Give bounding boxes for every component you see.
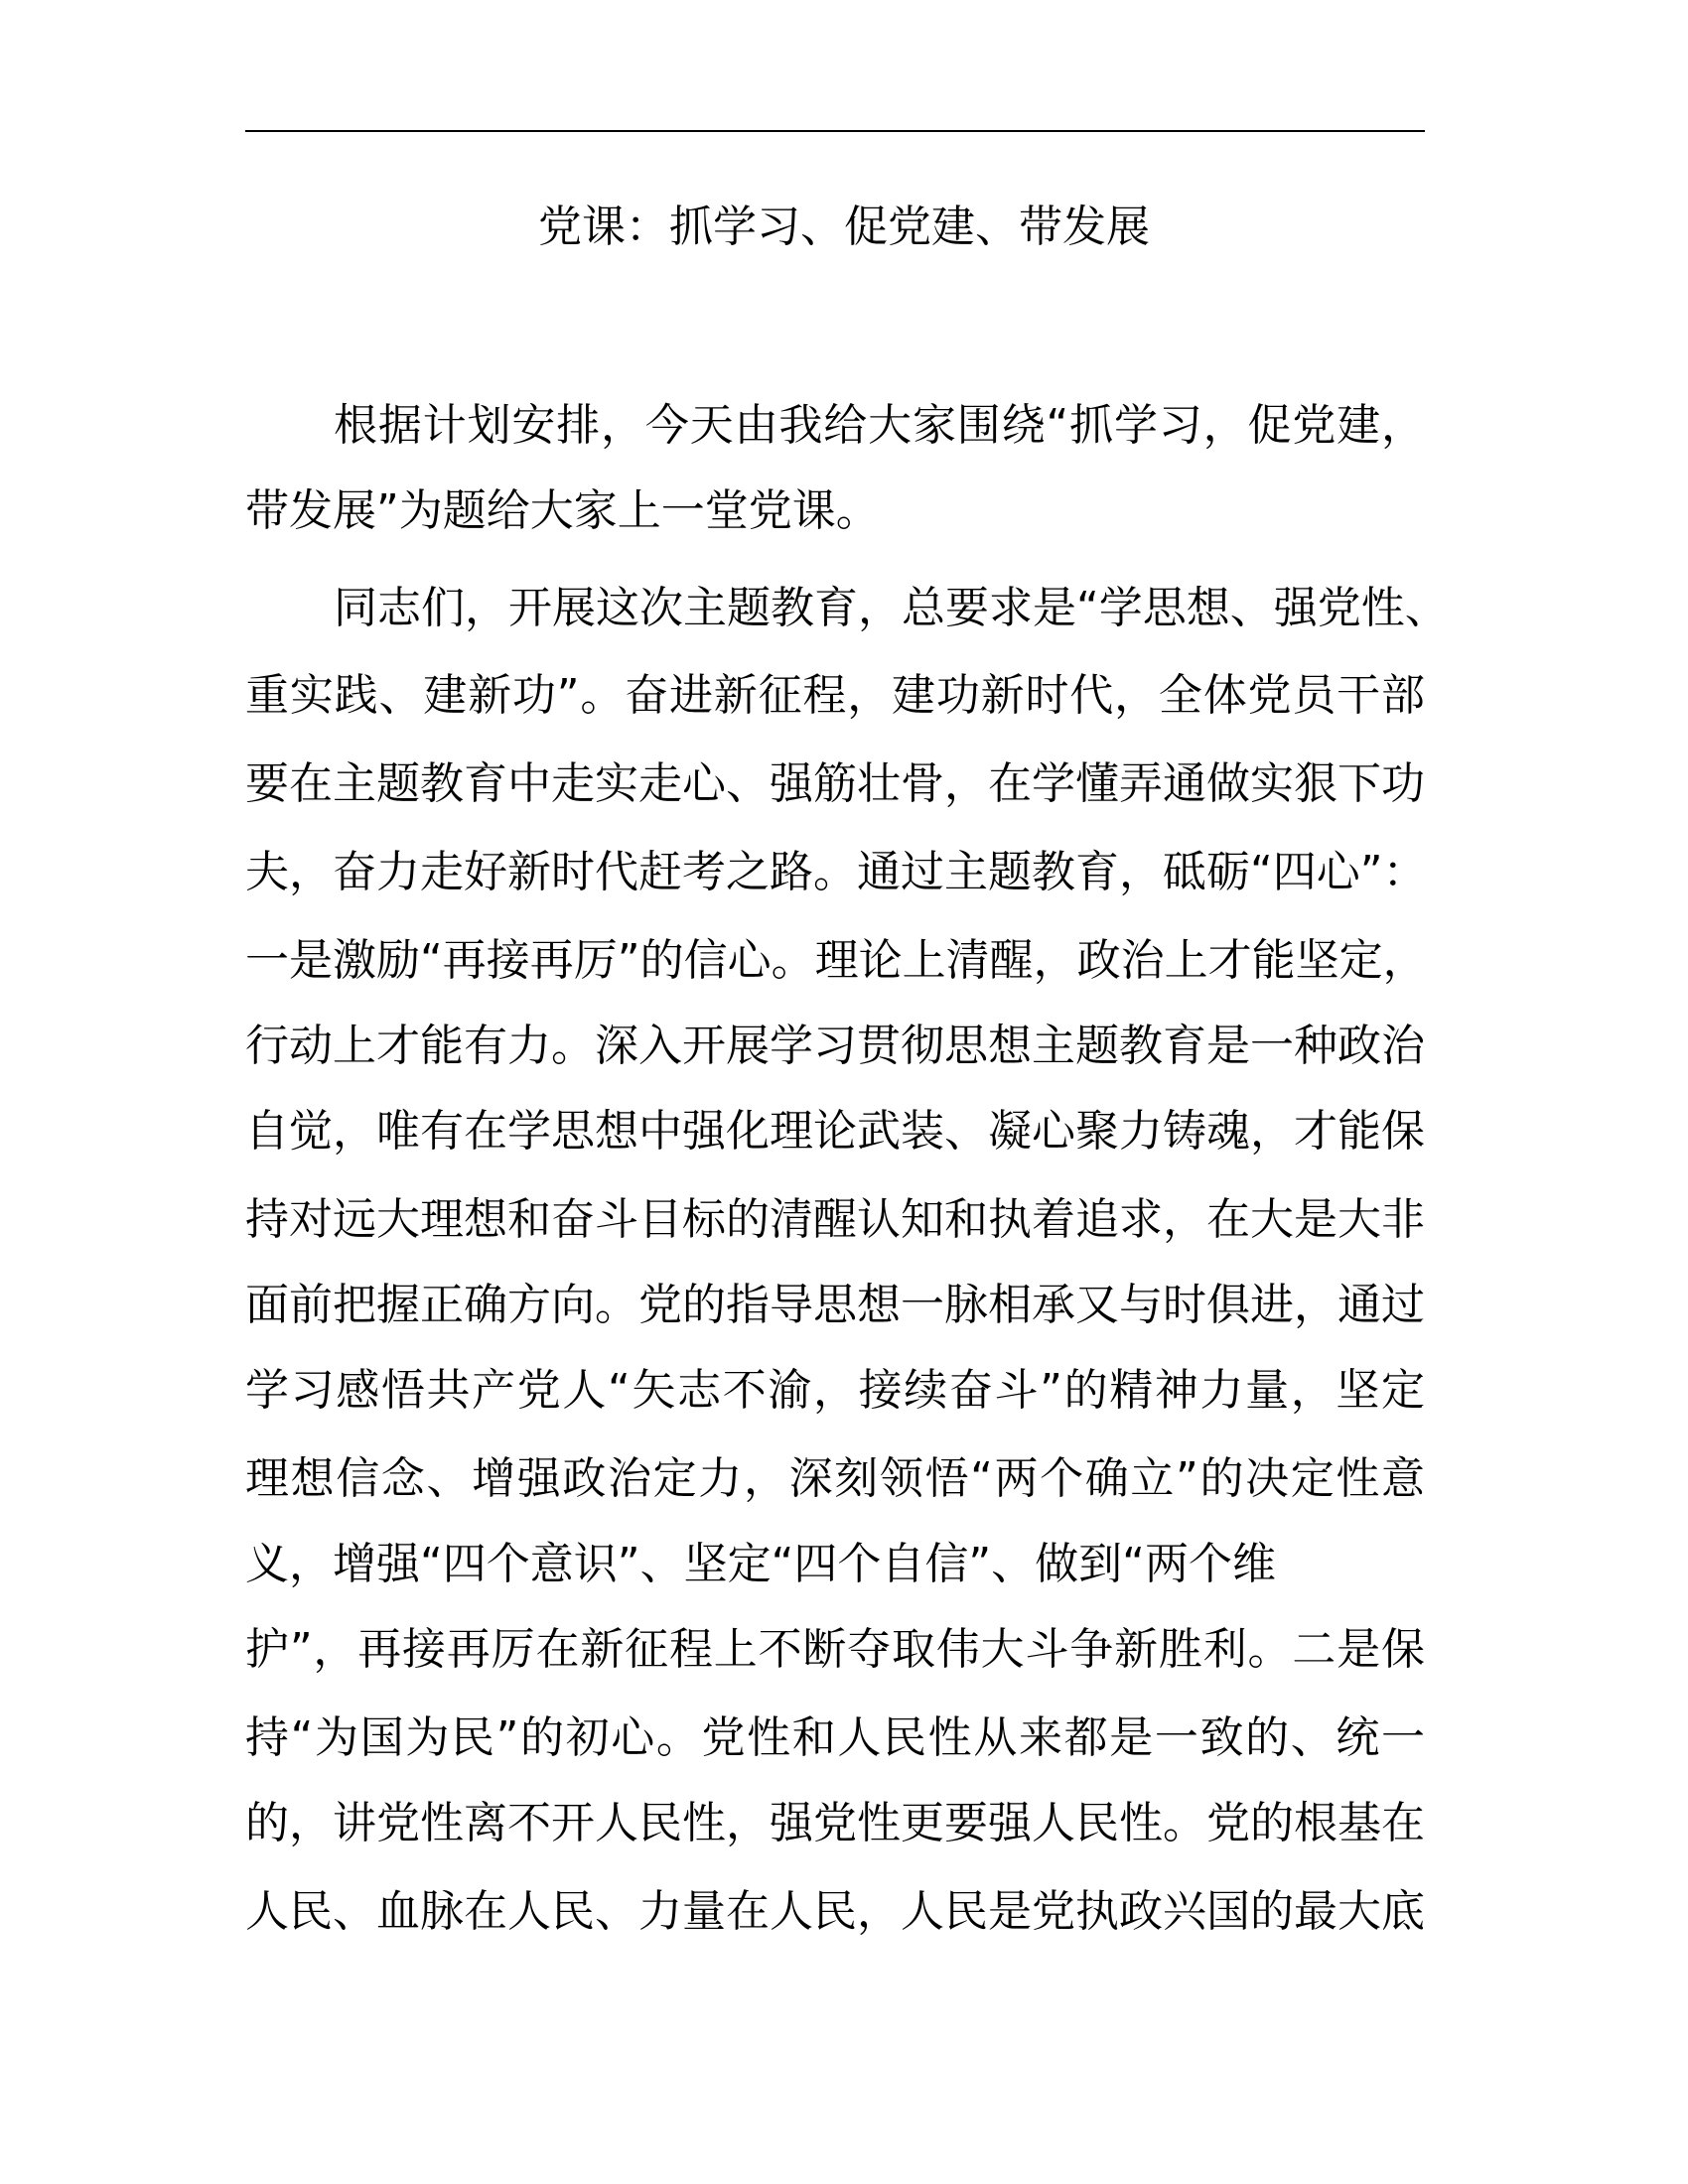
paragraph-line: 理想信念、增强政治定力，深刻领悟“两个确立”的决定性意 bbox=[245, 1453, 1425, 1504]
paragraph-line: 持对远大理想和奋斗目标的清醒认知和执着追求，在大是大非 bbox=[245, 1194, 1425, 1245]
paragraph-line: 人民、血脉在人民、力量在人民，人民是党执政兴国的最大底 bbox=[245, 1886, 1425, 1937]
paragraph-line: 的，讲党性离不开人民性，强党性更要强人民性。党的根基在 bbox=[245, 1798, 1425, 1848]
paragraph-line: 行动上才能有力。深入开展学习贯彻思想主题教育是一种政治 bbox=[245, 1021, 1425, 1071]
paragraph-line: 一是激励“再接再厉”的信心。理论上清醒，政治上才能坚定， bbox=[245, 935, 1427, 986]
paragraph-line: 学习感悟共产党人“矢志不渝，接续奋斗”的精神力量，坚定 bbox=[245, 1365, 1425, 1416]
document-title: 党课：抓学习、促党建、带发展 bbox=[538, 202, 1150, 252]
paragraph-line: 要在主题教育中走实走心、强筋壮骨，在学懂弄通做实狠下功 bbox=[245, 758, 1425, 809]
paragraph-line: 自觉，唯有在学思想中强化理论武装、凝心聚力铸魂，才能保 bbox=[245, 1106, 1425, 1157]
paragraph-line: 同志们，开展这次主题教育，总要求是“学思想、强党性、 bbox=[334, 583, 1449, 633]
header-rule bbox=[245, 130, 1425, 132]
paragraph-line: 护”，再接再厉在新征程上不断夺取伟大斗争新胜利。二是保 bbox=[245, 1624, 1425, 1675]
paragraph-line: 根据计划安排，今天由我给大家围绕“抓学习，促党建， bbox=[334, 400, 1425, 451]
paragraph-line: 重实践、建新功”。奋进新征程，建功新时代，全体党员干部 bbox=[245, 670, 1425, 721]
paragraph-line: 带发展”为题给大家上一堂党课。 bbox=[245, 485, 880, 536]
paragraph-line: 义，增强“四个意识”、坚定“四个自信”、做到“两个维 bbox=[245, 1539, 1276, 1589]
paragraph-line: 夫，奋力走好新时代赶考之路。通过主题教育，砥砺“四心”： bbox=[245, 847, 1427, 897]
paragraph-line: 面前把握正确方向。党的指导思想一脉相承又与时俱进，通过 bbox=[245, 1280, 1425, 1330]
paragraph-line: 持“为国为民”的初心。党性和人民性从来都是一致的、统一 bbox=[245, 1712, 1425, 1763]
